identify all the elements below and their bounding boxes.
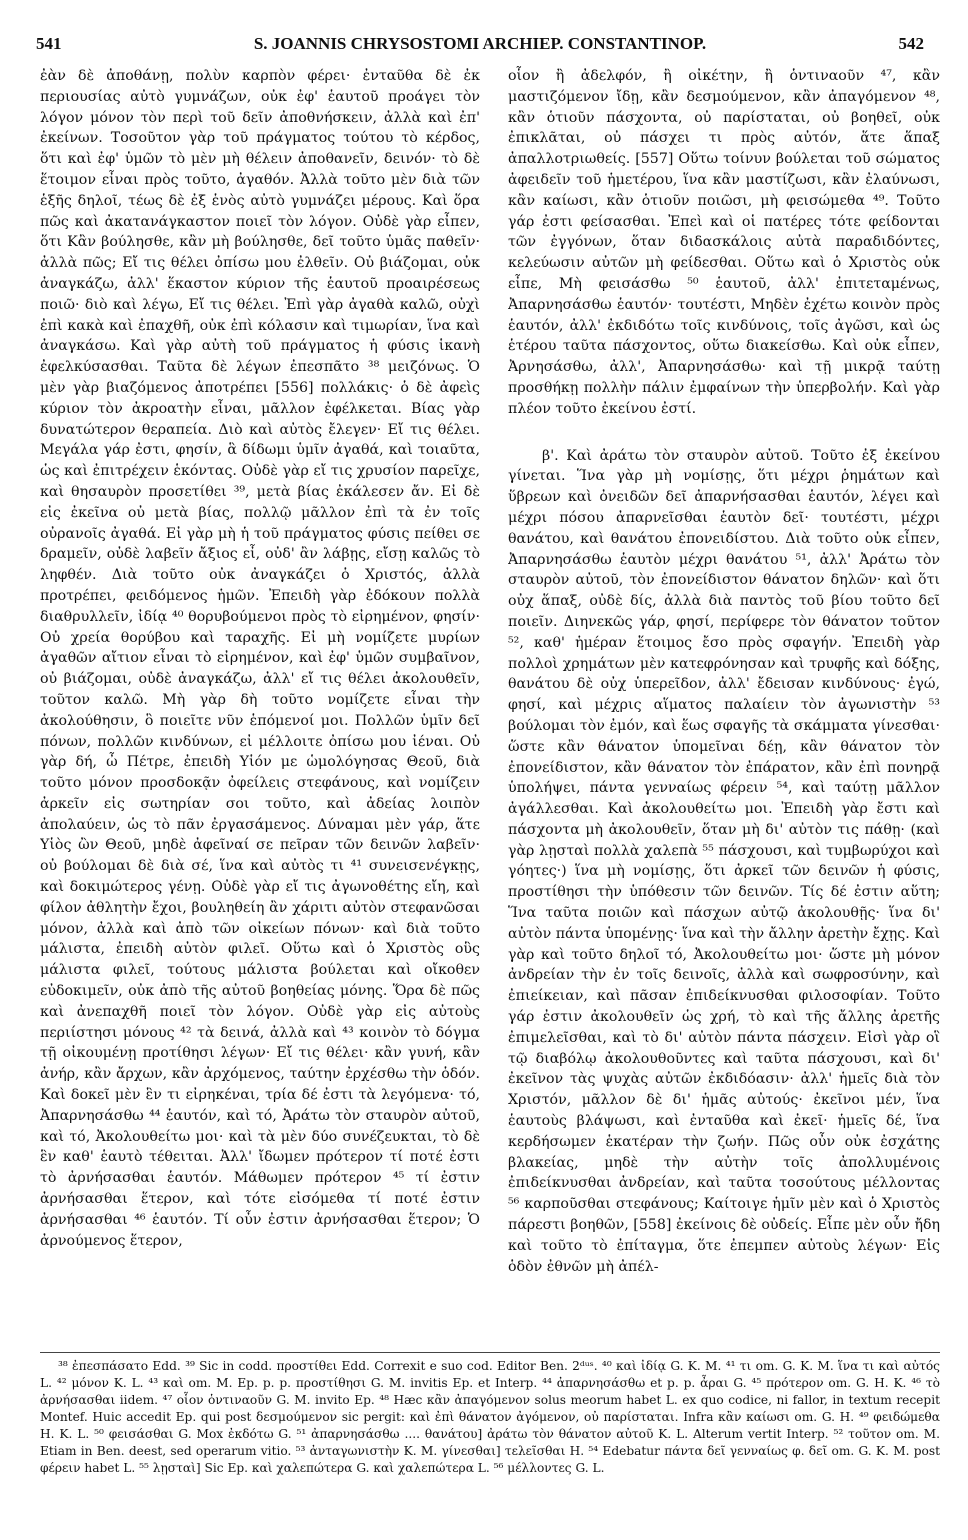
running-header — [36, 34, 924, 58]
section-gap — [508, 420, 940, 446]
right-paragraph-section: β'. Καὶ ἀράτω τὸν σταυρὸν αὐτοῦ. Τοῦτο ἐξ ἐκείνου γίνεται. Ἵνα γὰρ μὴ νομίσῃς, ὅτι μέχρι ῥημάτων καὶ ὕβρεων καὶ ὀνειδῶν δεῖ ἀπαρνήσασθαι ἑαυτόν, λέγει καὶ μέχρι πόσου ἀπαρνεῖσθαι ἑαυτὸν δεῖ· τουτέστι, μέχρι θανάτου, καὶ θανάτου ἐπονειδίστου. Διὰ τοῦτο οὐκ εἶπεν, Ἀπαρνησάσθω ἑαυτὸν μέχρι θανάτου ⁵¹, ἀλλ' Ἀράτω τὸν σταυρὸν αὐτοῦ, τὸν ἐπονείδιστον θάνατον δηλῶν· καὶ ὅτι οὐχ ἅπαξ, οὐδὲ δίς, ἀλλὰ διὰ παντὸς τοῦ βίου τοῦτο δεῖ ποιεῖν. Διηνεκῶς γάρ, φησί, περίφερε τὸν θάνατον τοῦτον ⁵², καθ' ἡμέραν ἕτοιμος ἔσο πρὸς σφαγήν. Ἐπειδὴ γὰρ πολλοὶ χρημάτων μὲν κατεφρόνησαν καὶ τρυφῆς καὶ δόξης, θανάτου δὲ οὐχ ὑπερεῖδον, ἀλλ' ἔδεισαν κινδύνους· ἐγώ, φησί, καὶ μέχρις αἵματος παλαίειν τὸν ἀγωνιστὴν ⁵³ βούλομαι τὸν ἐμόν, καὶ ἕως σφαγῆς τὰ σκάμματα γίνεσθαι· ὥστε κἂν θάνατον ὑπομεῖναι δέῃ, κἂν θάνατον τὸν ἐπονείδιστον, κἂν θάνατον τὸν ἐπάρατον, κἂν ἐπὶ πονηρᾷ ὑπολήψει, πάντα γενναίως φέρειν ⁵⁴, καὶ ταύτῃ μᾶλλον ἀγάλλεσθαι. Καὶ ἀκολουθείτω μοι. Ἐπειδὴ γὰρ ἔστι καὶ πάσχοντα μὴ ἀκολουθεῖν, ὅταν μὴ δι' αὐτὸν τις πάθῃ· (καὶ γὰρ λῃσταὶ πολλὰ χαλεπὰ ⁵⁵ πάσχουσι, καὶ τυμβωρύχοι καὶ γόητες·) ἵνα μὴ νομίσῃς, ὅτι ἀρκεῖ τῶν δεινῶν ἡ φύσις, προστίθησι τὴν ὑπόθεσιν τῶν δεινῶν. Τίς δέ ἐστιν αὕτη; Ἵνα ταῦτα ποιῶν καὶ πάσχων αὐτῷ ἀκολουθῇς· ἵνα δι' αὐτὸν πάντα ὑπομένῃς· ἵνα καὶ τὴν ἄλλην ἀρετὴν ἔχῃς. Καὶ γὰρ καὶ τοῦτο δηλοῖ τό, Ἀκολουθείτω μοι· ὥστε μὴ μόνον ἀνδρείαν τὴν ἐν τοῖς δεινοῖς, ἀλλὰ καὶ σωφροσύνην, καὶ ἐπιείκειαν, καὶ πᾶσαν ἐπιδείκνυσθαι φιλοσοφίαν. Τοῦτο γάρ ἐστιν ἀκολουθεῖν ὡς χρή, τὸ καὶ τῆς ἄλλης ἀρετῆς ἐπιμελεῖσθαι, καὶ τὸ δι' αὐτὸν πάντα πάσχειν. Εἰσὶ γὰρ οἳ τῷ διαβόλῳ ἀκολουθοῦντες καὶ ταῦτα πάσχουσι, καὶ δι' ἐκεῖνον τὰς ψυχὰς αὐτῶν ἐκδιδόασιν· ἀλλ' ἡμεῖς διὰ τὸν Χριστόν, μᾶλλον δὲ δι' ἡμᾶς αὐτούς· ἐκεῖνοι μέν, ἵνα ἑαυτοὺς βλάψωσι, καὶ ἐνταῦθα καὶ ἐκεῖ· ἡμεῖς δέ, ἵνα κερδήσωμεν ἑκατέραν τὴν ζωήν. Πῶς οὖν οὐκ ἐσχάτης βλακείας, μηδὲ τὴν αὐτὴν τοῖς ἀπολλυμένοις ἐπιδείκνυσθαι ἀνδρείαν, καὶ ταῦτα τοσούτους μέλλοντας ⁵⁶ καρποῦσθαι στεφάνους; Καίτοιγε ἡμῖν μὲν καὶ ὁ Χριστὸς πάρεστι βοηθῶν, [558] ἐκείνοις δὲ οὐδείς. Εἶπε μὲν οὖν ἤδη καὶ τοῦτο τὸ ἐπίταγμα, ὅτε ἐπεμπεν αὐτοὺς λέγων· Εἰς ὁδὸν ἐθνῶν μὴ ἀπέλ- — [508, 447, 940, 1275]
running-title: S. JOANNIS CHRYSOSTOMI ARCHIEP. CONSTANTINOP. — [253, 34, 707, 53]
right-column — [508, 66, 940, 1352]
page-number-left: 541 — [36, 34, 62, 53]
footnotes — [40, 1358, 940, 1528]
page-number-right: 542 — [898, 34, 924, 53]
footnote-block: ³⁸ ἐπεσπάσατο Edd. ³⁹ Sic in codd. προστίθει Edd. Correxit e suo cod. Editor Ben. 2ᵈᵘˢ. ⁴⁰ καὶ ἰδίᾳ G. K. M. ⁴¹ τι om. G. K. M. ἵνα τι καὶ αὐτός L. ⁴² μόνον K. L. ⁴³ καὶ om. M. Ep. p. p. προστίθησι G. M. invitis Ep. et Interp. ⁴⁴ ἀπαρνησάσθω et p. p. ἆραι G. ⁴⁵ πρότερον om. G. H. K. ⁴⁶ τὸ ἀρνήσασθαι iidem. ⁴⁷ οἷον ὁντιναοῦν G. M. invito Ep. ⁴⁸ Hæc κἂν ἀπαγόμενον solus meorum habet L. ex quo codice, ni fallor, in textum recepit Montef. Huic accedit Ep. qui post δεσμούμενον sic pergit: καὶ ἐπὶ θάνατον ἀγόμενον, οὐ παρίσταται. Infra κἂν καίωσι om. G. H. ⁴⁹ φειδώμεθα H. K. L. ⁵⁰ φεισάσθαι G. Mox ἐκδότω G. ⁵¹ ἀπαρνησάσθω .... θανάτου] ἀράτω τὸν θάνατον αὐτοῦ K. L. Alterum vertit Interp. ⁵² τοῦτον om. M. Etiam in Ben. deest, sed operarum vitio. ⁵³ ἀνταγωνιστὴν K. M. γίνεσθαι] τελεῖσθαι H. ⁵⁴ Edebatur πάντα δεῖ γενναίως φ. δεῖ om. G. K. M. post φέρειν habet L. ⁵⁵ λῃσταὶ] Sic Ep. καὶ χαλεπώτερα G. καὶ χαλεπώτερα L. ⁵⁶ μέλλοντες G. L. — [40, 1359, 940, 1475]
right-paragraph: οἷον ἢ ἀδελφόν, ἢ οἰκέτην, ἢ ὁντιναοῦν ⁴⁷, κἂν μαστιζόμενον ἴδῃ, κἂν δεσμούμενον, κἂν ἀπαγόμενον ⁴⁸, κἂν ὁτιοῦν πάσχοντα, οὐ παρίσταται, οὐ βοηθεῖ, οὐκ ἐπικλᾶται, οὐ πάσχει τι πρὸς αὐτόν, ἅτε ἅπαξ ἀπαλλοτριωθείς. [557] Οὕτω τοίνυν βούλεται τοῦ σώματος ἀφειδεῖν τοῦ ἡμετέρου, ἵνα κἂν μαστίζωσι, κἂν ἐλαύνωσι, κἂν καίωσι, κἂν ὁτιοῦν ποιῶσι, μὴ φεισώμεθα ⁴⁹. Τοῦτο γάρ ἐστι φείσασθαι. Ἐπεὶ καὶ οἱ πατέρες τότε φείδονται τῶν ἐγγόνων, ὅταν διδασκάλοις αὐτὰ παραδιδόντες, κελεύωσιν αὐτῶν μὴ φείδεσθαι. Οὕτω καὶ ὁ Χριστὸς οὐκ εἶπε, Μὴ φεισάσθω ⁵⁰ ἑαυτοῦ, ἀλλ' ἐπιτεταμένως, Ἀπαρνησάσθω ἑαυτόν· τουτέστι, Μηδὲν ἐχέτω κοινὸν πρὸς ἑαυτόν, ἀλλ' ἐκδιδότω τοῖς κινδύνοις, τοῖς ἀγῶσι, καὶ ὡς ἑτέρου ταῦτα πάσχοντος, οὕτω διακείσθω. Καὶ οὐκ εἶπεν, Ἀρνησάσθω, ἀλλ', Ἀπαρνησάσθω· καὶ τῇ μικρᾷ ταύτῃ προσθήκῃ πολλὴν πάλιν ἐμφαίνων τὴν ὑπερβολήν. Καὶ γὰρ πλέον τοῦτο ἐκείνου ἐστί. — [508, 68, 940, 417]
left-column — [40, 66, 480, 1352]
footnote-divider — [40, 1352, 940, 1353]
left-paragraph: ἐὰν δὲ ἀποθάνῃ, πολὺν καρπὸν φέρει· ἐνταῦθα δὲ ἐκ περιουσίας αὐτὸ γυμνάζων, οὐκ ἐφ' ἑαυτοῦ προάγει τὸν λόγον μόνον τὸν περὶ τοῦ δεῖν ἀποθνήσκειν, ἀλλὰ καὶ ἐπ' ἐκείνων. Τοσοῦτον γὰρ τοῦ πράγματος τούτου τὸ κέρδος, ὅτι καὶ ἐφ' ὑμῶν τὸ μὲν μὴ θέλειν ἀποθανεῖν, δεινόν· τὸ δὲ ἕτοιμον εἶναι πρὸς τοῦτο, ἀγαθόν. Ἀλλὰ τοῦτο μὲν διὰ τῶν ἑξῆς δηλοῖ, τέως δὲ ἐξ ἑνὸς αὐτὸ γυμνάζει μέρους. Καὶ ὅρα πῶς καὶ ἀκατανάγκαστον ποιεῖ τὸν λόγον. Οὐδὲ γὰρ εἶπεν, ὅτι Κἂν βούλησθε, κἂν μὴ βούλησθε, δεῖ τοῦτο ὑμᾶς παθεῖν· ἀλλὰ πῶς; Εἴ τις θέλει ὀπίσω μου ἐλθεῖν. Οὐ βιάζομαι, οὐκ ἀναγκάζω, ἀλλ' ἕκαστον κύριον τῆς ἑαυτοῦ προαιρέσεως ποιῶ· διὸ καὶ λέγω, Εἴ τις θέλει. Ἐπὶ γὰρ ἀγαθὰ καλῶ, οὐχὶ ἐπὶ κακὰ καὶ ἐπαχθῆ, οὐκ ἐπὶ κόλασιν καὶ τιμωρίαν, ἵνα καὶ ἀναγκάσω. Καὶ γὰρ αὐτὴ τοῦ πράγματος ἡ φύσις ἱκανὴ ἐφελκύσασθαι. Ταῦτα δὲ λέγων ἐπεσπᾶτο ³⁸ μειζόνως. Ὁ μὲν γὰρ βιαζόμενος ἀποτρέπει [556] πολλάκις· ὁ δὲ ἀφεὶς κύριον τὸν ἀκροατὴν εἶναι, μᾶλλον ἐφέλκεται. Βίας γὰρ δυνατώτερον θεραπεία. Διὸ καὶ αὐτὸς ἔλεγεν· Εἴ τις θέλει. Μεγάλα γάρ ἐστι, φησίν, ἃ δίδωμι ὑμῖν ἀγαθά, καὶ τοιαῦτα, ὡς καὶ ἐπιτρέχειν ἑκόντας. Οὐδὲ γὰρ εἴ τις χρυσίον παρεῖχε, καὶ θησαυρὸν προσετίθει ³⁹, μετὰ βίας ἐκάλεσεν ἄν. Εἰ δὲ εἰς ἐκεῖνα οὐ μετὰ βίας, πολλῷ μᾶλλον ἐπὶ τὰ ἐν τοῖς οὐρανοῖς ἀγαθά. Εἰ γὰρ μὴ ἡ τοῦ πράγματος φύσις πείθει σε δραμεῖν, οὐδὲ λαβεῖν ἄξιος εἶ, οὐδ' ἂν λάβῃς, εἴσῃ καλῶς τὸ ληφθέν. Διὰ τοῦτο οὐκ ἀναγκάζει ὁ Χριστός, ἀλλὰ προτρέπει, φειδόμενος ἡμῶν. Ἐπειδὴ γὰρ ἐδόκουν πολλὰ διαθρυλλεῖν, ἰδίᾳ ⁴⁰ θορυβούμενοι πρὸς τὸ εἰρημένον, φησίν· Οὐ χρεία θορύβου καὶ ταραχῆς. Εἰ μὴ νομίζετε μυρίων ἀγαθῶν αἴτιον εἶναι τὸ εἰρημένον, καὶ ἐφ' ὑμῶν συμβαῖνον, οὐ βιάζομαι, οὐδὲ ἀναγκάζω, ἀλλ' εἴ τις θέλει ἀκολουθεῖν, τοῦτον καλῶ. Μὴ γὰρ δὴ τοῦτο νομίζετε εἶναι τὴν ἀκολούθησιν, ὃ ποιεῖτε νῦν ἑπόμενοί μοι. Πολλῶν ὑμῖν δεῖ πόνων, πολλῶν κινδύνων, εἰ μέλλοιτε ὀπίσω μου ἰέναι. Οὐ γὰρ δή, ὦ Πέτρε, ἐπειδὴ Υἱόν με ὡμολόγησας Θεοῦ, διὰ τοῦτο μόνον προσδοκᾷν ὀφείλεις στεφάνους, καὶ νομίζειν ἀρκεῖν εἰς σωτηρίαν σοι τοῦτο, καὶ ἀδείας λοιπὸν ἀπολαύειν, ὡς τὸ πᾶν ἐργασάμενος. Δύναμαι μὲν γάρ, ἅτε Υἱὸς ὢν Θεοῦ, μηδὲ ἀφεῖναί σε πεῖραν τῶν δεινῶν λαβεῖν· οὐ βούλομαι δὲ διὰ σέ, ἵνα καὶ αὐτὸς τι ⁴¹ συνεισενέγκῃς, καὶ δοκιμώτερος γένῃ. Οὐδὲ γὰρ εἴ τις ἀγωνοθέτης εἴη, καὶ φίλον ἀθλητὴν ἔχοι, βουληθείη ἂν χάριτι αὐτὸν στεφανῶσαι μόνον, ἀλλὰ καὶ ἀπὸ τῶν οἰκείων πόνων· καὶ διὰ τοῦτο μάλιστα, ἐπειδὴ αὐτὸν φιλεῖ. Οὕτω καὶ ὁ Χριστὸς οὓς μάλιστα φιλεῖ, τούτους μάλιστα βούλεται καὶ οἴκοθεν εὐδοκιμεῖν, οὐκ ἀπὸ τῆς αὐτοῦ βοηθείας μόνης. Ὅρα δὲ πῶς καὶ ἀνεπαχθῆ ποιεῖ τὸν λόγον. Οὐδὲ γὰρ εἰς αὐτοὺς περιίστησι μόνους ⁴² τὰ δεινά, ἀλλὰ καὶ ⁴³ κοινὸν τὸ δόγμα τῇ οἰκουμένῃ προτίθησι λέγων· Εἴ τις θέλει· κἂν γυνή, κἂν ἀνήρ, κἂν ἄρχων, κἂν ἀρχόμενος, ταύτην ἐρχέσθω τὴν ὁδόν. Καὶ δοκεῖ μὲν ἓν τι εἰρηκέναι, τρία δέ ἐστι τὰ λεγόμενα· τό, Ἀπαρνησάσθω ⁴⁴ ἑαυτόν, καὶ τό, Ἀράτω τὸν σταυρὸν αὐτοῦ, καὶ τό, Ἀκολουθείτω μοι· καὶ τὰ μὲν δύο συνέζευκται, τὸ δὲ ἓν καθ' ἑαυτὸ τέθειται. Ἀλλ' ἴδωμεν πρότερον τί ποτέ ἐστι τὸ ἀρνήσασθαι ἑαυτόν. Μάθωμεν πρότερον ⁴⁵ τί ἐστιν ἀρνήσασθαι ἕτερον, καὶ τότε εἰσόμεθα τί ποτέ ἐστιν ἀρνήσασθαι ⁴⁶ ἑαυτόν. Τί οὖν ἐστιν ἀρνήσασθαι ἕτερον; Ὁ ἀρνούμενος ἕτερον, — [40, 68, 480, 1249]
